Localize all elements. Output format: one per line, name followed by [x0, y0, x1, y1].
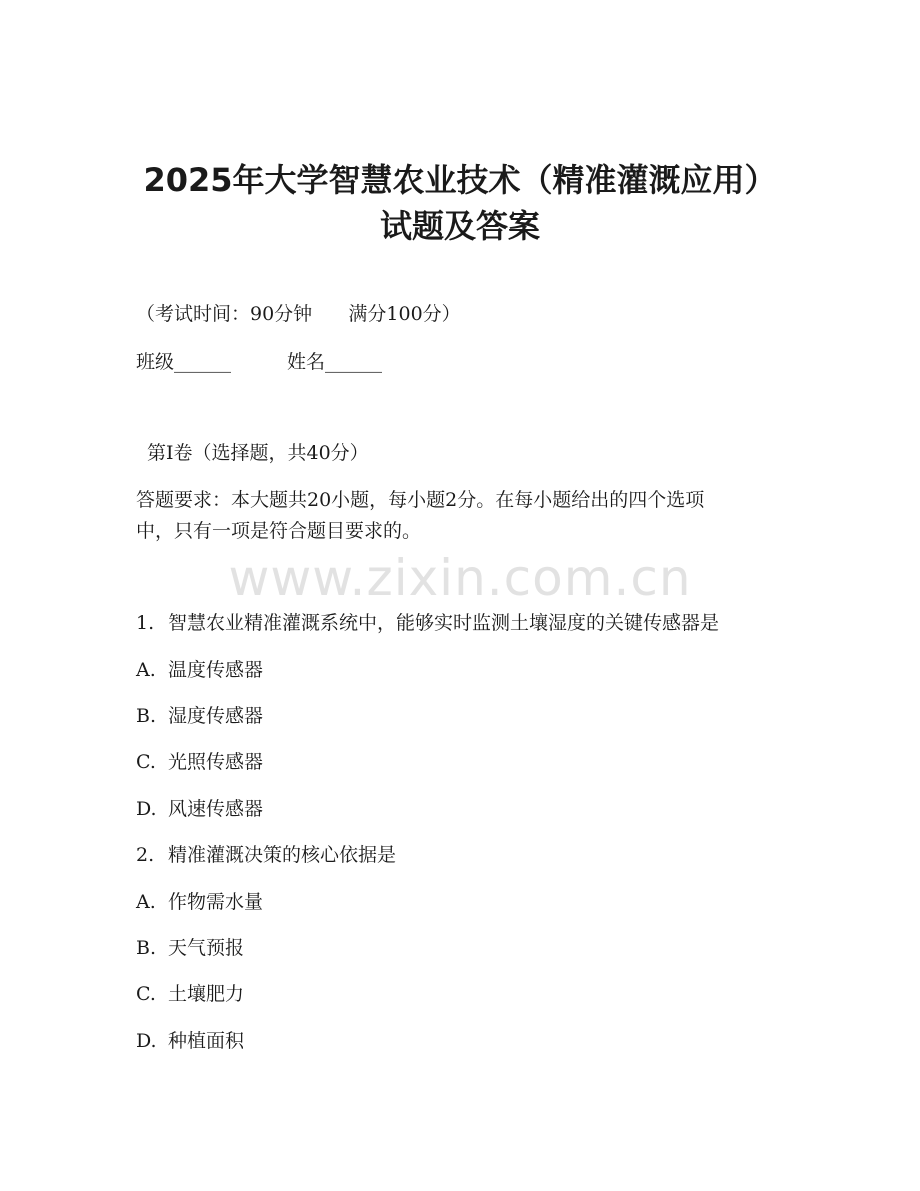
- question-text: 智慧农业精准灌溉系统中，能够实时监测土壤湿度的关键传感器是: [168, 612, 720, 634]
- question-1-option-c: [136, 749, 263, 775]
- watermark: www.zixin.com.cn: [228, 549, 692, 607]
- option-letter: C.: [136, 983, 156, 1005]
- instructions-line1: 答题要求：本大题共20小题，每小题2分。在每小题给出的四个选项: [136, 489, 705, 511]
- option-letter: B.: [136, 705, 157, 727]
- section-title: 第I卷（选择题，共40分）: [147, 442, 369, 464]
- question-2-option-c: [136, 981, 244, 1007]
- question-2-option-a: [136, 889, 263, 915]
- document-title-line2: 试题及答案: [379, 207, 540, 245]
- question-1-option-b: [136, 703, 263, 729]
- option-text: 湿度传感器: [168, 705, 264, 727]
- question-1: [136, 610, 719, 636]
- option-letter: A.: [136, 659, 156, 681]
- option-letter: D.: [136, 1030, 157, 1052]
- question-1-option-a: [136, 657, 263, 683]
- name-field: 姓名______: [287, 351, 383, 373]
- option-text: 光照传感器: [168, 751, 264, 773]
- question-2-option-b: [136, 935, 244, 961]
- question-text: 精准灌溉决策的核心依据是: [168, 844, 397, 866]
- question-1-option-d: [136, 796, 263, 822]
- option-text: 风速传感器: [168, 798, 264, 820]
- instructions-line2: 中，只有一项是符合题目要求的。: [136, 520, 422, 542]
- option-text: 种植面积: [168, 1030, 245, 1052]
- exam-info: （考试时间：90分钟 满分100分）: [136, 303, 461, 325]
- option-letter: D.: [136, 798, 157, 820]
- student-info-row: [136, 349, 382, 375]
- option-letter: A.: [136, 891, 156, 913]
- option-text: 作物需水量: [168, 891, 264, 913]
- option-letter: C.: [136, 751, 156, 773]
- document-title-line1: 2025年大学智慧农业技术（精准灌溉应用）: [143, 161, 777, 199]
- option-text: 天气预报: [168, 937, 245, 959]
- option-text: 温度传感器: [168, 659, 264, 681]
- question-2-option-d: [136, 1028, 244, 1054]
- class-field: 班级______: [136, 351, 232, 373]
- question-2: [136, 842, 396, 868]
- option-text: 土壤肥力: [168, 983, 245, 1005]
- question-number: 2.: [136, 844, 155, 866]
- question-number: 1.: [136, 612, 155, 634]
- option-letter: B.: [136, 937, 157, 959]
